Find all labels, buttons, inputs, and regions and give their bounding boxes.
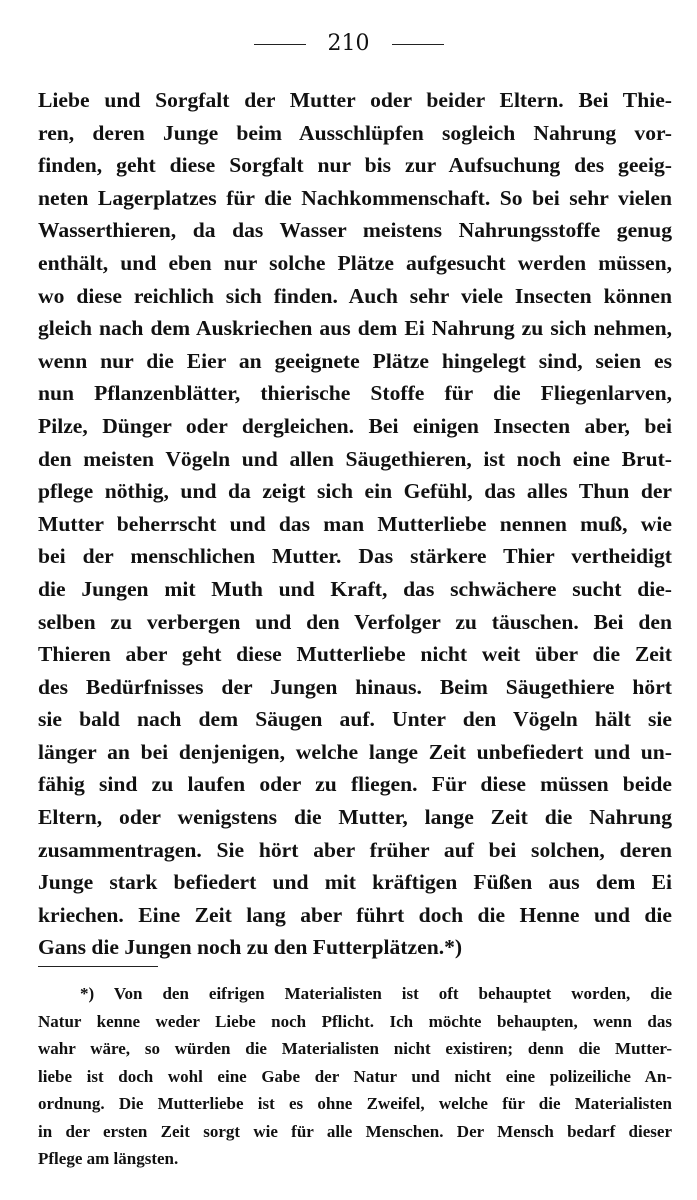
footnote-line: Pflege am längsten.	[38, 1149, 179, 1168]
text-line: selben zu verbergen und den Verfolger zu täuschen. Bei den	[38, 609, 672, 634]
text-line: wenn nur die Eier an geeignete Plätze hingelegt sind, seien es	[38, 348, 672, 373]
body-text	[38, 84, 672, 964]
footnote-line: liebe ist doch wohl eine Gabe der Natur und nicht eine polizeiliche An-	[38, 1066, 672, 1086]
footnote-rule	[38, 966, 158, 967]
page-header	[0, 30, 697, 58]
text-line: Mutter beherrscht und das man Mutterliebe nennen muß, wie	[38, 511, 672, 536]
footnote-line: wahr wäre, so würden die Materialisten nicht existiren; denn die Mutter-	[38, 1039, 672, 1058]
text-line: Gans die Jungen noch zu den Futterplätzen.*)	[38, 935, 463, 960]
page-number: 210	[327, 31, 370, 56]
text-line: finden, geht diese Sorgfalt nur bis zur Aufsuchung des geeig-	[38, 153, 672, 178]
footnote-line: in der ersten Zeit sorgt wie für alle Menschen. Der Mensch bedarf dieser	[38, 1121, 672, 1141]
text-line: den meisten Vögeln und allen Säugethieren, ist noch eine Brut-	[38, 446, 672, 471]
text-line: sie bald nach dem Säugen auf. Unter den Vögeln hält sie	[38, 707, 672, 732]
text-line: neten Lagerplatzes für die Nachkommenschaft. So bei sehr vielen	[38, 185, 672, 210]
text-line: Wasserthieren, da das Wasser meistens Nahrungsstoffe genug	[38, 218, 672, 243]
text-line: zusammentragen. Sie hört aber früher auf bei solchen, deren	[38, 837, 672, 862]
text-line: Eltern, oder wenigstens die Mutter, lange Zeit die Nahrung	[38, 805, 672, 830]
header-rule-right	[392, 44, 444, 45]
footnote	[38, 980, 672, 1173]
text-line: Liebe und Sorgfalt der Mutter oder beider Eltern. Bei Thie-	[38, 88, 672, 112]
text-line: Pilze, Dünger oder dergleichen. Bei einigen Insecten aber, bei	[38, 413, 672, 438]
text-line: enthält, und eben nur solche Plätze aufgesucht werden müssen,	[38, 250, 672, 275]
text-line: gleich nach dem Auskriechen aus dem Ei Nahrung zu sich nehmen,	[38, 316, 672, 341]
text-line: pflege nöthig, und da zeigt sich ein Gefühl, das alles Thun der	[38, 479, 672, 504]
text-line: wo diese reichlich sich finden. Auch sehr viele Insecten können	[38, 283, 672, 308]
text-line: fähig sind zu laufen oder zu fliegen. Für diese müssen beide	[38, 772, 672, 797]
text-line: des Bedürfnisses der Jungen hinaus. Beim Säugethiere hört	[38, 674, 672, 699]
text-line: bei der menschlichen Mutter. Das stärkere Thier vertheidigt	[38, 544, 672, 569]
text-line: kriechen. Eine Zeit lang aber führt doch die Henne und die	[38, 902, 672, 927]
text-line: länger an bei denjenigen, welche lange Zeit unbefiedert und un-	[38, 739, 672, 764]
text-line: die Jungen mit Muth und Kraft, das schwächere sucht die-	[38, 576, 672, 601]
text-line: nun Pflanzenblätter, thierische Stoffe für die Fliegenlarven,	[38, 381, 672, 406]
footnote-line: ordnung. Die Mutterliebe ist es ohne Zweifel, welche für die Materialisten	[38, 1094, 672, 1113]
text-line: Junge stark befiedert und mit kräftigen Füßen aus dem Ei	[38, 870, 672, 895]
footnote-line: Natur kenne weder Liebe noch Pflicht. Ich möchte behaupten, wenn das	[38, 1011, 672, 1031]
text-line: Thieren aber geht diese Mutterliebe nicht weit über die Zeit	[38, 642, 672, 667]
footnote-line: *) Von den eifrigen Materialisten ist oft behauptet worden, die	[80, 984, 672, 1003]
text-line: ren, deren Junge beim Ausschlüpfen sogleich Nahrung vor-	[38, 120, 672, 145]
header-rule-left	[254, 44, 306, 45]
